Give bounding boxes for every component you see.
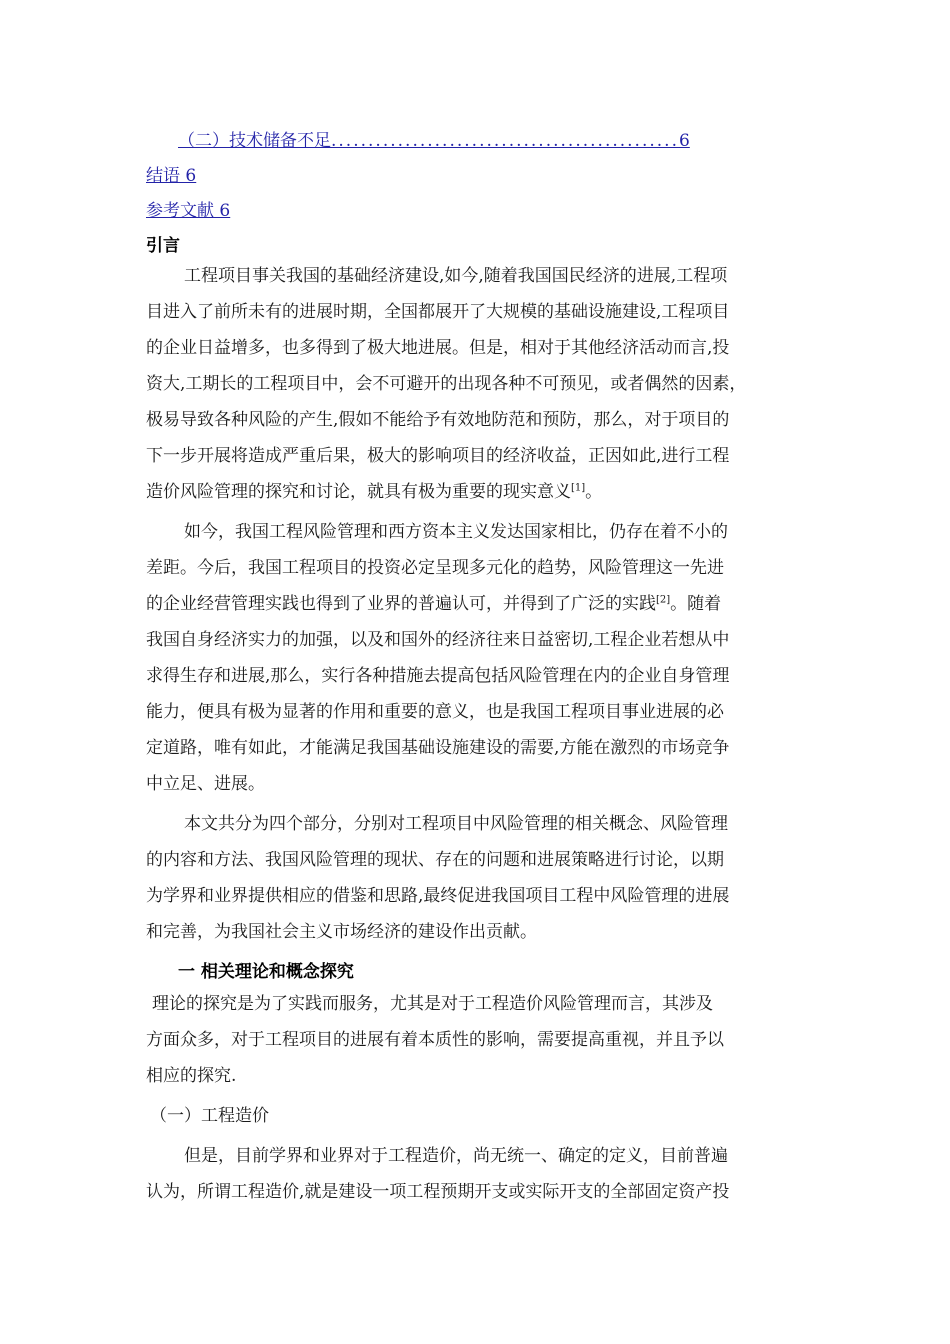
intro-p3-line: 和完善，为我国社会主义市场经济的建设作出贡献。 xyxy=(146,922,537,942)
intro-p3-line: 本文共分为四个部分，分别对工程项目中风险管理的相关概念、风险管理 xyxy=(184,814,728,834)
intro-p1-line-last xyxy=(146,481,602,503)
intro-p2-text: 的企业经营管理实践也得到了业界的普遍认可，并得到了广泛的实践 xyxy=(146,594,656,614)
intro-p2-line: 求得生存和进展,那么，实行各种措施去提高包括风险管理在内的企业自身管理 xyxy=(146,666,730,686)
intro-p1-line: 极易导致各种风险的产生,假如不能给予有效地防范和预防，那么，对于项目的 xyxy=(146,410,730,430)
intro-p2-line: 中立足、进展。 xyxy=(146,774,265,794)
intro-p2-line: 定道路，唯有如此，才能满足我国基础设施建设的需要,方能在激烈的市场竞争 xyxy=(146,738,730,758)
toc-page-number: 6 xyxy=(678,131,690,151)
intro-p1-line: 的企业日益增多，也多得到了极大地进展。但是，相对于其他经济活动而言,投 xyxy=(146,338,730,358)
section1-p1-line: 方面众多，对于工程项目的进展有着本质性的影响，需要提高重视，并且予以 xyxy=(146,1030,724,1050)
subsection-heading: （一）工程造价 xyxy=(150,1106,269,1126)
intro-p2-line: 如今，我国工程风险管理和西方资本主义发达国家相比，仍存在着不小的 xyxy=(184,522,728,542)
toc-item-tech-reserve[interactable] xyxy=(178,126,690,151)
intro-p2-line: 差距。今后，我国工程项目的投资必定呈现多元化的趋势，风险管理这一先进 xyxy=(146,558,724,578)
intro-p3-line: 的内容和方法、我国风险管理的现状、存在的问题和进展策略进行讨论，以期 xyxy=(146,850,724,870)
toc-item-references[interactable]: 参考文献 6 xyxy=(146,201,231,221)
section1-p2-line: 但是，目前学界和业界对于工程造价，尚无统一、确定的定义，目前普遍 xyxy=(184,1146,728,1166)
citation-ref-1: [1] xyxy=(571,482,586,494)
intro-p1-line: 目进入了前所未有的进展时期，全国都展开了大规模的基础设施建设,工程项目 xyxy=(146,302,730,322)
intro-p2-line: 能力，便具有极为显著的作用和重要的意义，也是我国工程项目事业进展的必 xyxy=(146,702,724,722)
toc-item-label: （二）技术储备不足 xyxy=(178,131,331,151)
intro-p1-line: 下一步开展将造成严重后果，极大的影响项目的经济收益，正因如此,进行工程 xyxy=(146,446,730,466)
citation-ref-2: [2] xyxy=(656,594,671,606)
section1-heading: 一 相关理论和概念探究 xyxy=(178,962,354,982)
intro-p1-line: 工程项目事关我国的基础经济建设,如今,随着我国国民经济的进展,工程项 xyxy=(184,266,728,286)
toc-leader-dots: ............................................... xyxy=(331,131,679,151)
section1-p2-line: 认为，所谓工程造价,就是建设一项工程预期开支或实际开支的全部固定资产投 xyxy=(146,1182,730,1202)
intro-p2-after: 。随着 xyxy=(670,594,722,614)
intro-p1-end: 。 xyxy=(585,482,603,502)
section1-p1-line: 相应的探究. xyxy=(146,1066,237,1086)
intro-p3-line: 为学界和业界提供相应的借鉴和思路,最终促进我国项目工程中风险管理的进展 xyxy=(146,886,730,906)
intro-p1-line: 资大,工期长的工程项目中，会不可避开的出现各种不可预见，或者偶然的因素， xyxy=(146,374,747,394)
intro-p1-text: 造价风险管理的探究和讨论，就具有极为重要的现实意义 xyxy=(146,482,571,502)
section1-p1-line: 理论的探究是为了实践而服务，尤其是对于工程造价风险管理而言，其涉及 xyxy=(152,994,713,1014)
intro-p2-line-ref xyxy=(146,593,721,615)
intro-heading: 引言 xyxy=(146,236,180,256)
toc-item-conclusion[interactable]: 结语 6 xyxy=(146,166,197,186)
intro-p2-line: 我国自身经济实力的加强，以及和国外的经济往来日益密切,工程企业若想从中 xyxy=(146,630,730,650)
